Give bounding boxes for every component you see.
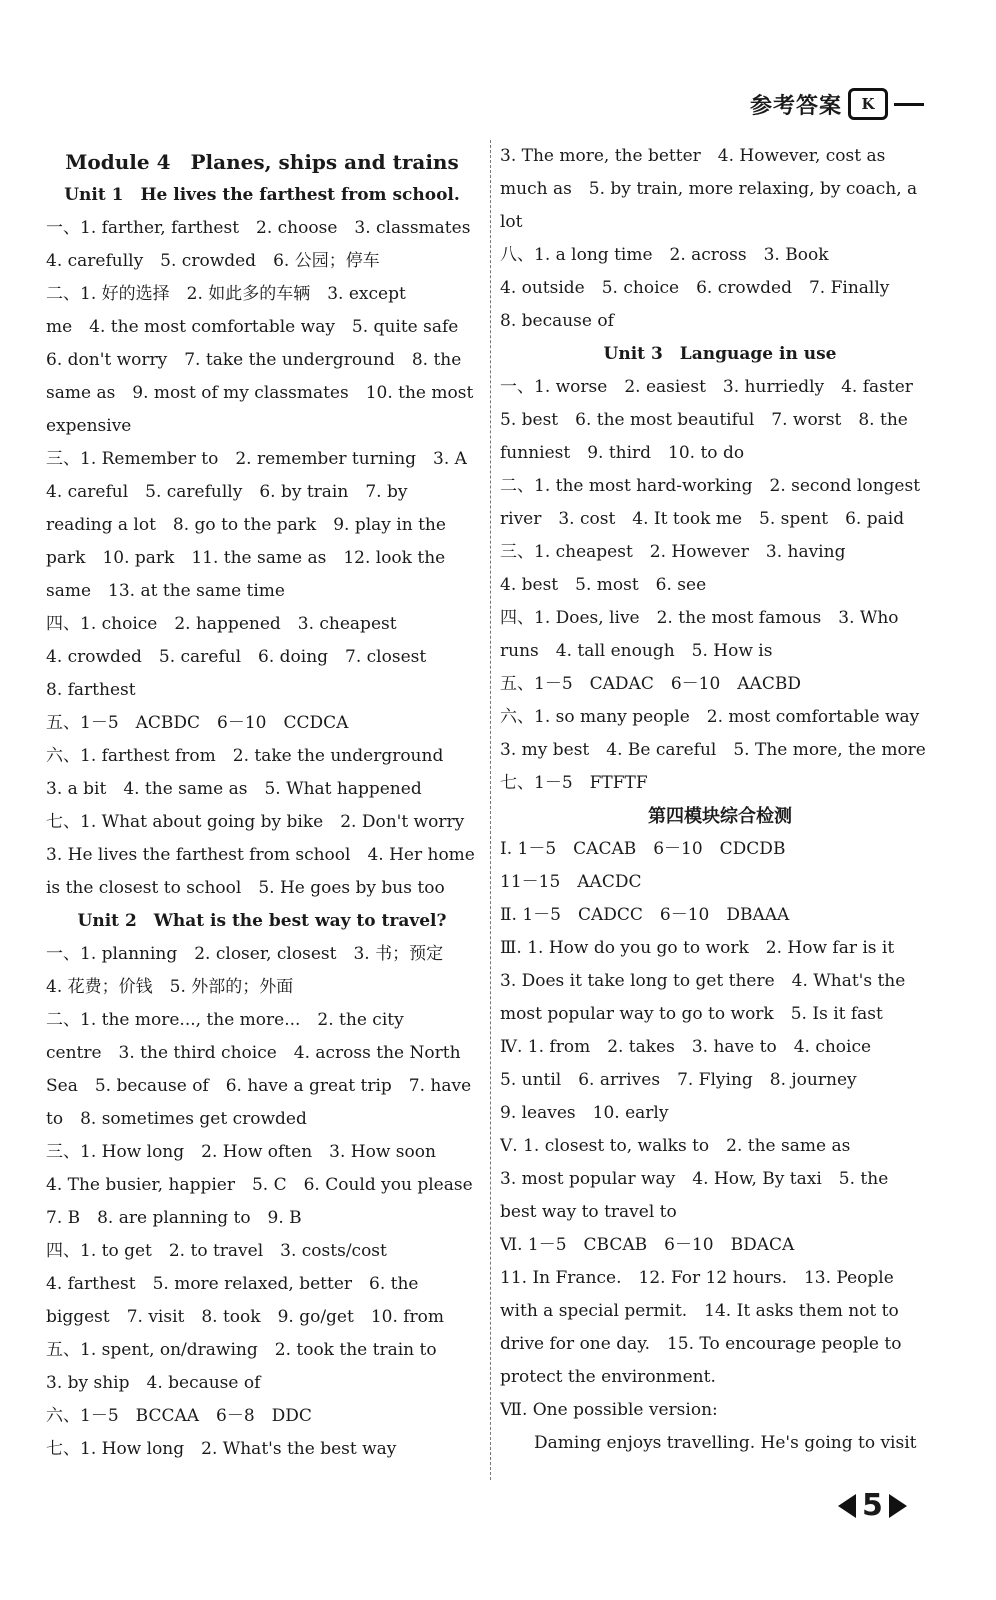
answer-line: 七、1－5 FTFTF <box>500 773 648 793</box>
answer-line: Ⅱ. 1－5 CADCC 6－10 DBAAA <box>500 905 790 925</box>
answer-line: 5. until 6. arrives 7. Flying 8. journey <box>500 1070 857 1090</box>
publisher-logo-icon: K <box>848 88 888 120</box>
answer-line: Daming enjoys travelling. He's going to visit <box>500 1433 917 1453</box>
answer-line: 3. He lives the farthest from school 4. Her home <box>46 845 475 865</box>
answer-line: 五、1－5 CADAC 6－10 AACBD <box>500 674 801 694</box>
answer-line: 8. because of <box>500 311 614 331</box>
answer-line: 四、1. Does, live 2. the most famous 3. Who <box>500 608 899 628</box>
answer-line: Ⅰ. 1－5 CACAB 6－10 CDCDB <box>500 839 786 859</box>
header-rule <box>894 103 924 106</box>
answer-line: 二、1. the most hard-working 2. second longest <box>500 476 921 496</box>
answer-line: 4. carefully 5. crowded 6. 公园；停车 <box>46 251 380 271</box>
answer-line: Ⅵ. 1－5 CBCAB 6－10 BDACA <box>500 1235 795 1255</box>
answer-line: biggest 7. visit 8. took 9. go/get 10. from <box>46 1307 445 1327</box>
right-column <box>500 140 940 1460</box>
answer-line: runs 4. tall enough 5. How is <box>500 641 773 661</box>
answer-line: Ⅴ. 1. closest to, walks to 2. the same as <box>500 1136 851 1156</box>
answer-line: 11－15 AACDC <box>500 872 642 892</box>
answer-line: park 10. park 11. the same as 12. look the <box>46 548 446 568</box>
answer-line: 一、1. farther, farthest 2. choose 3. classmates <box>46 218 471 238</box>
answer-line: same 13. at the same time <box>46 581 285 601</box>
triangle-right-icon <box>889 1494 907 1518</box>
page-header <box>750 88 924 120</box>
answer-line: 4. crowded 5. careful 6. doing 7. closest <box>46 647 427 667</box>
answer-line: 4. farthest 5. more relaxed, better 6. the <box>46 1274 419 1294</box>
answer-line: same as 9. most of my classmates 10. the most <box>46 383 474 403</box>
answer-line: lot <box>500 212 523 232</box>
answer-line: 4. 花费；价钱 5. 外部的；外面 <box>46 977 294 997</box>
answer-line: most popular way to go to work 5. Is it fast <box>500 1004 883 1024</box>
answer-line: 4. careful 5. carefully 6. by train 7. by <box>46 482 408 502</box>
answer-line: 七、1. How long 2. What's the best way <box>46 1439 397 1459</box>
answer-line: Sea 5. because of 6. have a great trip 7. have <box>46 1076 472 1096</box>
triangle-left-icon <box>838 1494 856 1518</box>
answer-line: 4. outside 5. choice 6. crowded 7. Finally <box>500 278 890 298</box>
section-heading: Unit 2 What is the best way to travel? <box>77 911 447 931</box>
section-heading: Unit 3 Language in use <box>603 344 837 364</box>
answer-line: 六、1－5 BCCAA 6－8 DDC <box>46 1406 312 1426</box>
answer-line: 4. best 5. most 6. see <box>500 575 707 595</box>
header-title: 参考答案 <box>749 92 842 119</box>
answer-line: river 3. cost 4. It took me 5. spent 6. paid <box>500 509 905 529</box>
answer-line: is the closest to school 5. He goes by bus too <box>46 878 445 898</box>
answer-line: 9. leaves 10. early <box>500 1103 669 1123</box>
answer-line: expensive <box>46 416 132 436</box>
answer-line: funniest 9. third 10. to do <box>500 443 745 463</box>
answer-line: protect the environment. <box>500 1367 716 1387</box>
answer-line: 五、1. spent, on/drawing 2. took the train to <box>46 1340 437 1360</box>
answer-line: Ⅳ. 1. from 2. takes 3. have to 4. choice <box>500 1037 872 1057</box>
page-number-indicator <box>838 1488 907 1523</box>
answer-line: 一、1. worse 2. easiest 3. hurriedly 4. faster <box>500 377 913 397</box>
answer-line: me 4. the most comfortable way 5. quite safe <box>46 317 459 337</box>
answer-line: 4. The busier, happier 5. C 6. Could you please <box>46 1175 473 1195</box>
answer-line: 三、1. cheapest 2. However 3. having <box>500 542 846 562</box>
section-heading: Module 4 Planes, ships and trains <box>65 150 459 174</box>
answer-line: 3. a bit 4. the same as 5. What happened <box>46 779 422 799</box>
answer-line: 3. by ship 4. because of <box>46 1373 261 1393</box>
answer-line: 二、1. the more..., the more... 2. the city <box>46 1010 404 1030</box>
answer-line: 七、1. What about going by bike 2. Don't worry <box>46 812 465 832</box>
answer-line: much as 5. by train, more relaxing, by coach, a <box>500 179 918 199</box>
answer-line: drive for one day. 15. To encourage people to <box>500 1334 902 1354</box>
answer-line: 三、1. How long 2. How often 3. How soon <box>46 1142 436 1162</box>
answer-line: 三、1. Remember to 2. remember turning 3. A <box>46 449 467 469</box>
answer-line: 3. Does it take long to get there 4. What's the <box>500 971 906 991</box>
answer-line: 3. The more, the better 4. However, cost as <box>500 146 886 166</box>
section-heading: 第四模块综合检测 <box>648 806 792 827</box>
answer-line: 八、1. a long time 2. across 3. Book <box>500 245 829 265</box>
answer-line: with a special permit. 14. It asks them not to <box>500 1301 899 1321</box>
answer-line: 六、1. farthest from 2. take the underground <box>46 746 444 766</box>
answer-line: 3. my best 4. Be careful 5. The more, the more <box>500 740 926 760</box>
answer-line: 五、1－5 ACBDC 6－10 CCDCA <box>46 713 349 733</box>
answer-line: 3. most popular way 4. How, By taxi 5. the <box>500 1169 889 1189</box>
answer-line: centre 3. the third choice 4. across the North <box>46 1043 461 1063</box>
answer-line: Ⅶ. One possible version: <box>500 1400 718 1420</box>
left-column <box>46 140 478 1466</box>
answer-line: 11. In France. 12. For 12 hours. 13. People <box>500 1268 894 1288</box>
column-divider <box>490 140 491 1480</box>
answer-line: 5. best 6. the most beautiful 7. worst 8. the <box>500 410 908 430</box>
section-heading: Unit 1 He lives the farthest from school. <box>64 185 460 205</box>
answer-line: 六、1. so many people 2. most comfortable way <box>500 707 920 727</box>
page-number: 5 <box>862 1488 883 1523</box>
answer-line: 四、1. choice 2. happened 3. cheapest <box>46 614 397 634</box>
answer-line: 8. farthest <box>46 680 136 700</box>
answer-line: best way to travel to <box>500 1202 677 1222</box>
answer-line: reading a lot 8. go to the park 9. play in the <box>46 515 446 535</box>
answer-line: 一、1. planning 2. closer, closest 3. 书；预定 <box>46 944 444 964</box>
answer-line: 二、1. 好的选择 2. 如此多的车辆 3. except <box>46 284 406 304</box>
answer-line: 6. don't worry 7. take the underground 8. the <box>46 350 462 370</box>
answer-line: 四、1. to get 2. to travel 3. costs/cost <box>46 1241 387 1261</box>
answer-line: 7. B 8. are planning to 9. B <box>46 1208 302 1228</box>
answer-line: Ⅲ. 1. How do you go to work 2. How far is it <box>500 938 895 958</box>
answer-line: to 8. sometimes get crowded <box>46 1109 307 1129</box>
